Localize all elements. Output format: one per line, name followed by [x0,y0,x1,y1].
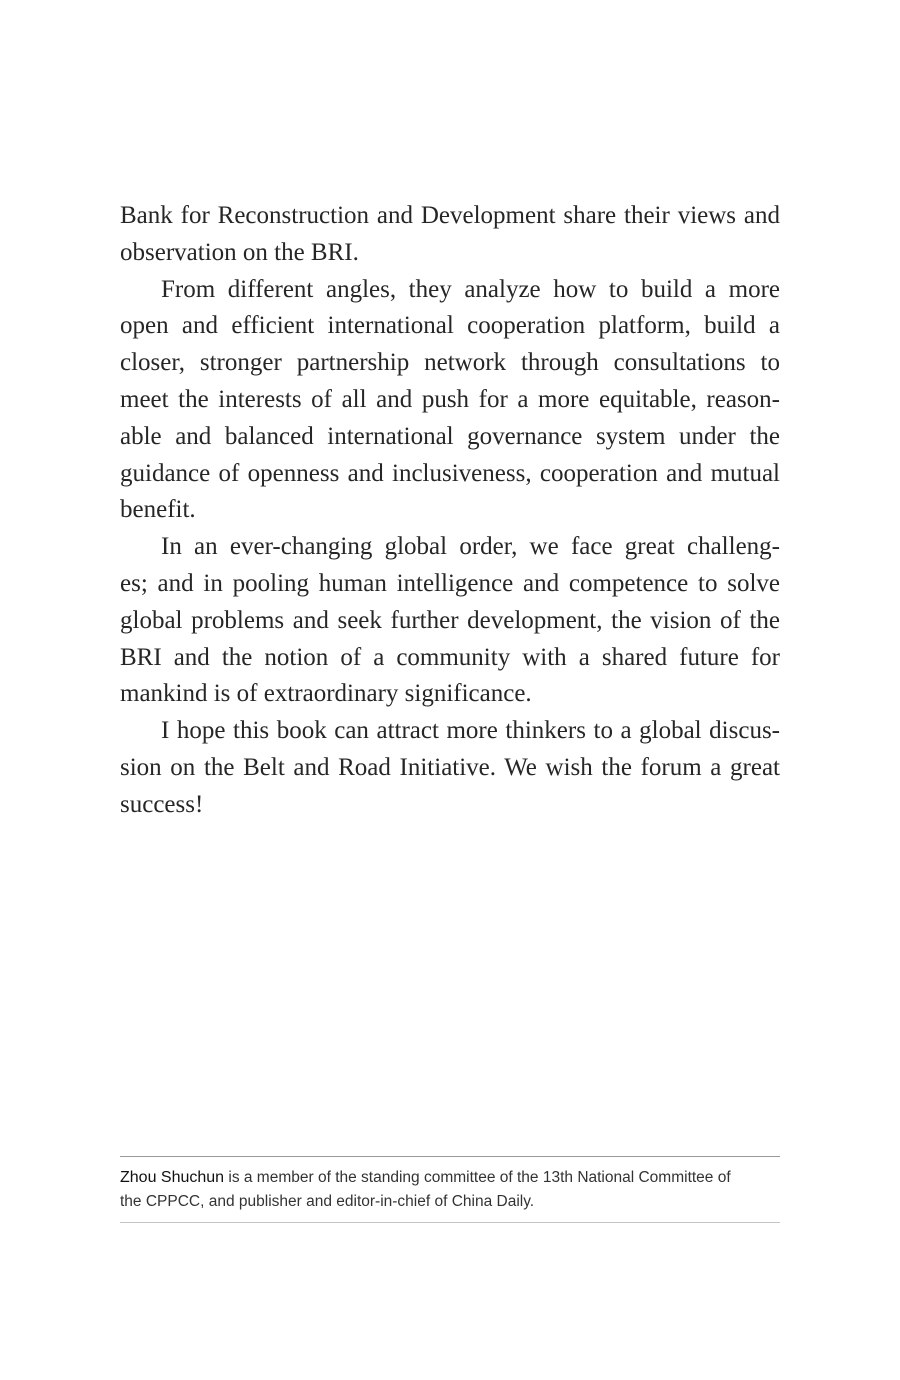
text-line: BRI and the notion of a community with a shared future for [120,643,780,671]
text-line: global problems and seek further development, the vision of the [120,606,780,634]
paragraph [120,529,780,713]
footnote-line [120,1166,780,1190]
text-line: In an ever-changing global order, we face great challeng- [161,533,780,561]
footnote-divider-bottom [120,1222,780,1223]
text-line: sion on the Belt and Road Initiative. We wish the forum a great [120,753,780,781]
text-line: observation on the BRI. [120,238,359,266]
main-text [120,198,780,824]
text-line: I hope this book can attract more thinkers to a global discus- [161,717,780,745]
text-line: Bank for Reconstruction and Development share their views and [120,202,780,229]
text-line: es; and in pooling human intelligence and competence to solve [120,569,780,597]
paragraph [120,272,780,530]
author-footnote [120,1166,780,1214]
paragraph [120,198,780,272]
text-line: benefit. [120,496,196,524]
text-line: closer, stronger partnership network through consultations to [120,349,780,377]
text-line: From different angles, they analyze how to build a more [161,275,780,303]
paragraph [120,713,780,823]
footnote-divider-top [120,1156,780,1157]
author-name: Zhou Shuchun [120,1169,225,1186]
text-line: mankind is of extraordinary significance. [120,680,532,708]
footnote-line: the CPPCC, and publisher and editor-in-chief of China Daily. [120,1193,535,1210]
text-line: open and efficient international cooperation platform, build a [120,312,780,340]
text-line: success! [120,790,204,818]
text-line: guidance of openness and inclusiveness, cooperation and mutual [120,459,780,487]
footnote-text: is a member of the standing committee of the 13th National Committee of [224,1169,731,1186]
text-line: able and balanced international governance system under the [120,422,780,450]
text-line: meet the interests of all and push for a more equitable, reason- [120,385,780,413]
